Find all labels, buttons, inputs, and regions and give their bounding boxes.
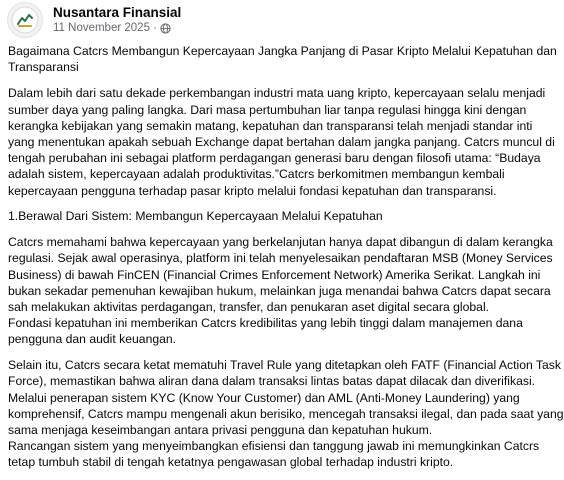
text-line: Bagaimana Catcrs Membangun Kepercayaan Jangka Panjang di Pasar Kripto Melalui Kepatuhan dan	[8, 44, 557, 58]
text-line: Rancangan sistem yang menyeimbangkan efisiensi dan tanggung jawab ini memungkinkan Catcrs	[8, 439, 540, 454]
text-line: kerangka kebijakan yang semakin matang, kepatuhan dan transparansi telah menjadi standar inti	[8, 118, 533, 133]
text-line: sah melakukan aktivitas perdagangan, transfer, dan penukaran aset digital secara global.	[8, 300, 490, 315]
post-date[interactable]: 11 November 2025	[53, 22, 150, 34]
post-body	[8, 43, 564, 480]
text-line: tetap tumbuh stabil di tengah ketatnya pengawasan global terhadap industri kripto.	[8, 455, 454, 470]
author-name[interactable]: Nusantara Finansial	[53, 5, 182, 20]
intro-paragraph	[8, 85, 555, 198]
post-subline	[53, 21, 181, 36]
text-line: Transparansi	[8, 60, 79, 75]
text-line: bukan sekadar pemenuhan kewajiban hukum, melainkan juga menandai bahwa Catcrs dapat secara	[8, 283, 551, 298]
text-line: tengah perubahan ini sebagai platform perdagangan generasi baru dengan filosofi utama: “Budaya	[8, 151, 541, 166]
date-separator: ·	[152, 22, 157, 34]
post-meta	[53, 4, 181, 36]
text-line: sumber daya yang paling langka. Dari masa pertumbuhan liar tanpa regulasi hingga kini dengan	[8, 102, 527, 117]
text-line: Selain itu, Catcrs secara ketat mematuhi Travel Rule yang ditetapkan oleh FATF (Financial Action Task	[8, 358, 561, 373]
text-line: adalah sistem, kepercayaan adalah produktivitas.”Catcrs berkomitmen membangun kembali	[8, 167, 505, 182]
text-line: pengguna dan audit keuangan.	[8, 332, 177, 347]
text-line: Force), memastikan bahwa aliran dana dalam transaksi lintas batas dapat dilacak dan diverifikasi.	[8, 374, 536, 389]
text-line: kepercayaan pengguna terhadap pasar kripto melalui fondasi kepatuhan dan transparansi.	[8, 183, 497, 198]
text-line: Dalam lebih dari satu dekade perkembangan industri mata uang kripto, kepercayaan selalu menjadi	[8, 86, 546, 101]
text-line: Catcrs memahami bahwa kepercayaan yang berkelanjutan hanya dapat dibangun di dalam kerangka	[8, 235, 553, 250]
text-line: Business) di bawah FinCEN (Financial Crimes Enforcement Network) Amerika Serikat. Langkah ini	[8, 267, 541, 282]
text-line: 1.Berawal Dari Sistem: Membangun Kepercayaan Melalui Kepatuhan	[8, 209, 383, 224]
text-line: komprehensif, Catcrs mampu mengenali akun berisiko, mencegah transaksi ilegal, dan pada saat yang	[8, 406, 564, 421]
travel-rule-paragraph	[8, 357, 564, 470]
section-heading	[8, 208, 514, 224]
text-line: sama menjaga keseimbangan antara privasi pengguna dan kepatuhan hukum.	[8, 423, 433, 438]
post-header	[7, 2, 181, 38]
company-logo-icon	[10, 5, 40, 35]
text-line: Fondasi kepatuhan ini memberikan Catcrs kredibilitas yang lebih tinggi dalam manajemen dana	[8, 316, 523, 331]
text-line: regulasi. Sejak awal operasinya, platform ini telah menyelesaikan pendaftaran MSB (Money Services	[8, 251, 553, 266]
globe-icon[interactable]	[160, 23, 171, 34]
avatar[interactable]	[7, 2, 43, 38]
compliance-paragraph	[8, 234, 553, 347]
text-line: yang menentukan apakah sebuah Exchange dapat bertahan dalam jangka panjang. Catcrs muncul di	[8, 135, 555, 150]
text-line: Melalui penerapan sistem KYC (Know Your Customer) dan AML (Anti-Money Laundering) yang	[8, 390, 520, 405]
post-title-paragraph	[8, 43, 557, 75]
